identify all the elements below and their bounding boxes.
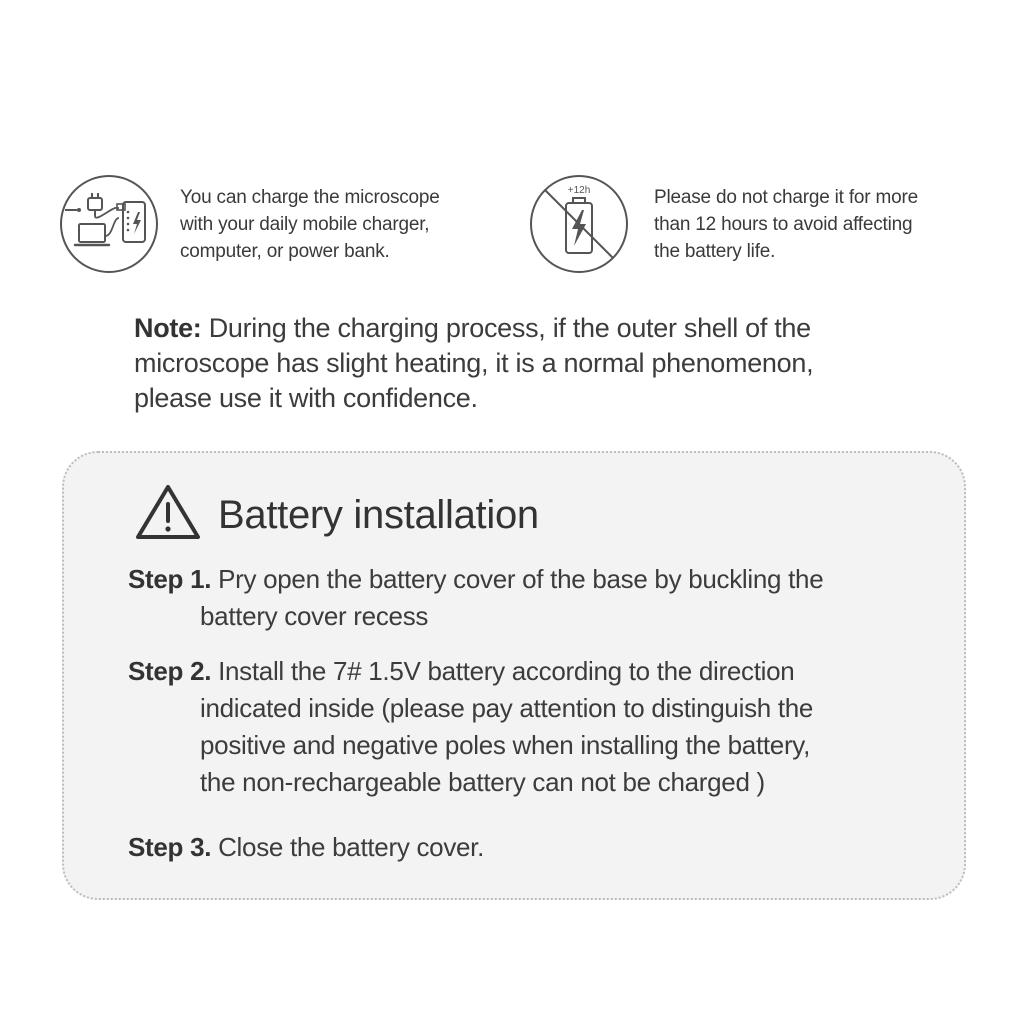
step-label: Step 3. bbox=[128, 832, 212, 862]
step-label: Step 1. bbox=[128, 564, 212, 594]
step-3 bbox=[128, 829, 948, 866]
no-overcharge-12h-icon bbox=[529, 174, 629, 274]
charge-time-tip-line: than 12 hours to avoid affecting bbox=[654, 214, 913, 235]
step-text: positive and negative poles when installing the battery, bbox=[200, 730, 811, 760]
step-1 bbox=[128, 561, 948, 635]
charge-tip-line: You can charge the microscope bbox=[180, 187, 440, 208]
note-line: During the charging process, if the outer shell of the bbox=[201, 313, 811, 343]
note-line: microscope has slight heating, it is a normal phenomenon, bbox=[134, 348, 814, 378]
step-text: Install the 7# 1.5V battery according to the direction bbox=[211, 656, 795, 686]
charge-tip-line: computer, or power bank. bbox=[180, 241, 390, 262]
battery-installation-panel bbox=[62, 451, 966, 900]
step-text: Pry open the battery cover of the base by buckling the bbox=[211, 564, 824, 594]
step-text: indicated inside (please pay attention to distinguish the bbox=[200, 693, 814, 723]
charging-note bbox=[134, 311, 813, 416]
step-text: Close the battery cover. bbox=[211, 832, 485, 862]
charge-tip-line: with your daily mobile charger, bbox=[180, 214, 430, 235]
battery-installation-title: Battery installation bbox=[218, 493, 539, 537]
charge-time-tip-line: the battery life. bbox=[654, 241, 776, 262]
note-line: please use it with confidence. bbox=[134, 383, 478, 413]
step-text: battery cover recess bbox=[200, 601, 429, 631]
step-2 bbox=[128, 653, 948, 801]
charge-time-tip-line: Please do not charge it for more bbox=[654, 187, 918, 208]
warning-triangle-icon bbox=[134, 483, 202, 541]
overcharge-badge-text: +12h bbox=[567, 185, 591, 196]
charging-devices-icon bbox=[59, 174, 159, 274]
step-text: the non-rechargeable battery can not be charged ) bbox=[200, 767, 765, 797]
note-label: Note: bbox=[134, 313, 202, 343]
charge-tip-text bbox=[180, 184, 440, 265]
charge-time-tip-text bbox=[654, 184, 918, 265]
step-label: Step 2. bbox=[128, 656, 212, 686]
